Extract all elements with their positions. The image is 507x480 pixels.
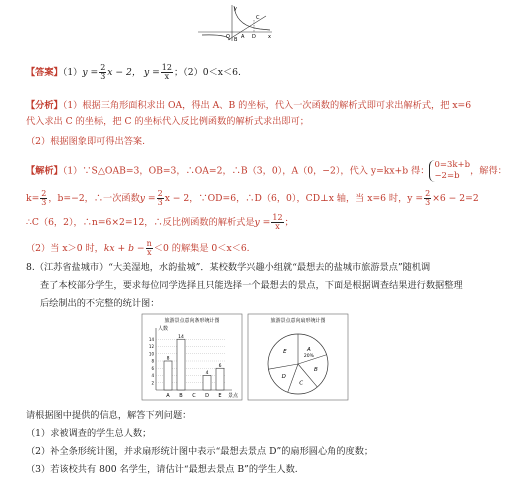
bar-y-label: 人数: [158, 326, 169, 332]
question-1: （1）求被调查的学生总人数；: [26, 428, 152, 439]
bar-e: [216, 368, 224, 390]
bar-x-tick: A: [166, 393, 170, 399]
bar-x-tick: B: [179, 393, 183, 399]
bar-y-tick: 4: [151, 373, 154, 378]
charts-figure: [140, 312, 350, 404]
bar-x-label: 景点: [228, 393, 239, 399]
bar-data-label: 8: [166, 356, 170, 362]
solution-line-3: ∴C（6，2），∴n=6×2=12，∴反比例函数的解析式是y = $\frac{12}{x}$ ；: [26, 213, 294, 231]
bar-x-tick: D: [205, 393, 209, 399]
pie-label-a: A: [307, 346, 311, 353]
graph-label-y: y: [234, 6, 237, 12]
problem-line-1: 8.（江苏省盐城市）“大美湿地，水韵盐城”．某校数学兴趣小组就“最想去的盐城市旅游景点”随机调: [26, 262, 431, 273]
graph-label-d: D: [252, 34, 256, 40]
pie-label-d: D: [281, 373, 286, 380]
solution-line-4: （2）当 x＞0 时，kx + b − $\frac{n}{x}$ ＜0 的解集是 0＜x＜6.: [26, 239, 250, 257]
problem-line-3: 后绘制出的不完整的统计图：: [40, 298, 160, 309]
pie-label-b: B: [313, 367, 318, 374]
question-2: （2）补全条形统计图，并求扇形统计图中表示“最想去景点 D”的扇形圆心角的度数；: [26, 446, 374, 457]
analysis-tag: 【分析】: [26, 100, 63, 111]
bar-x-tick: C: [192, 393, 196, 399]
bar-d: [203, 376, 211, 391]
equation-system: 0=3k+b −2=b: [429, 160, 470, 182]
pie-percent-label: 20%: [303, 353, 314, 359]
solution-tag: 【解析】: [26, 165, 63, 177]
solution-line-2: k= $\frac{2}{3}$ ，b=−2，∴一次函数y = $\frac{2}{3}$ x − 2，∵OD=6，∴D（6，0），CD⊥x 轴，当 x=6 时，y = $\frac{2}{3}$ ×6 − 2=2: [26, 189, 479, 207]
graph-label-x: x: [268, 34, 271, 40]
analysis-line-1: 【分析】（1）根据三角形面积求出 OA，得出 A、B 的坐标，代入一次函数的解析式即可求出解析式，把 x=6: [26, 100, 472, 111]
bar-y-tick: 10: [148, 351, 154, 357]
answer-line: 【答案】（1）y = $\frac{2}{3}$ x − 2， y = $\frac{12}{x}$ ；（2）0＜x＜6.: [26, 63, 241, 81]
graph-label-b: B: [234, 37, 238, 43]
solution-line-1: 【解析】（1）∵S△OAB=3，OB=3，∴OA=2，∴B（3，0），A（0，−2），代入 y=kx+b 得： 0=3k+b −2=b ，解得：: [26, 160, 507, 181]
bar-a: [164, 361, 172, 390]
analysis-line-2: 代入求出 C 的坐标，把 C 的坐标代入反比例函数的解析式求出即可；: [26, 116, 309, 127]
question-3: （3）若该校共有 800 名学生，请估计“最想去景点 B”的学生人数.: [26, 464, 298, 475]
bar-y-tick: 6: [151, 365, 154, 371]
pie-label-c: C: [299, 380, 304, 387]
bar-y-tick: 2: [151, 380, 154, 386]
graph-label-c: C: [256, 15, 260, 21]
pie-label-e: E: [283, 348, 287, 355]
analysis-line-3: （2）根据图象即可得出答案.: [26, 136, 146, 147]
graph-label-o: O: [226, 34, 230, 40]
bar-b: [177, 339, 185, 390]
bar-chart-title: 旅游景点意向条形统计图: [164, 318, 220, 324]
instruction-line: 请根据图中提供的信息，解答下列问题：: [26, 410, 192, 421]
fraction: $\frac{12}{x}$: [161, 63, 172, 81]
fraction: $\frac{2}{3}$: [100, 63, 106, 81]
function-graph: [196, 4, 274, 42]
answer-tag: 【答案】: [26, 67, 63, 78]
bar-data-label: 6: [218, 363, 222, 369]
pie-chart-title: 旅游景点意向扇形统计图: [270, 318, 326, 324]
bar-x-tick: E: [218, 393, 222, 399]
bar-y-tick: 14: [148, 336, 154, 342]
bar-data-label: 4: [205, 371, 209, 376]
bar-y-tick: 8: [151, 358, 154, 364]
hyperbola-right: [234, 6, 270, 30]
bar-y-tick: 12: [148, 344, 154, 349]
bar-data-label: 14: [178, 334, 184, 340]
problem-line-2: 查了本校部分学生，要求每位同学选择且只能选择一个最想去的景点，下面是根据调查结果进行数据整理: [40, 280, 463, 291]
graph-label-a: A: [241, 34, 245, 40]
bar-chart-frame: [142, 314, 242, 400]
